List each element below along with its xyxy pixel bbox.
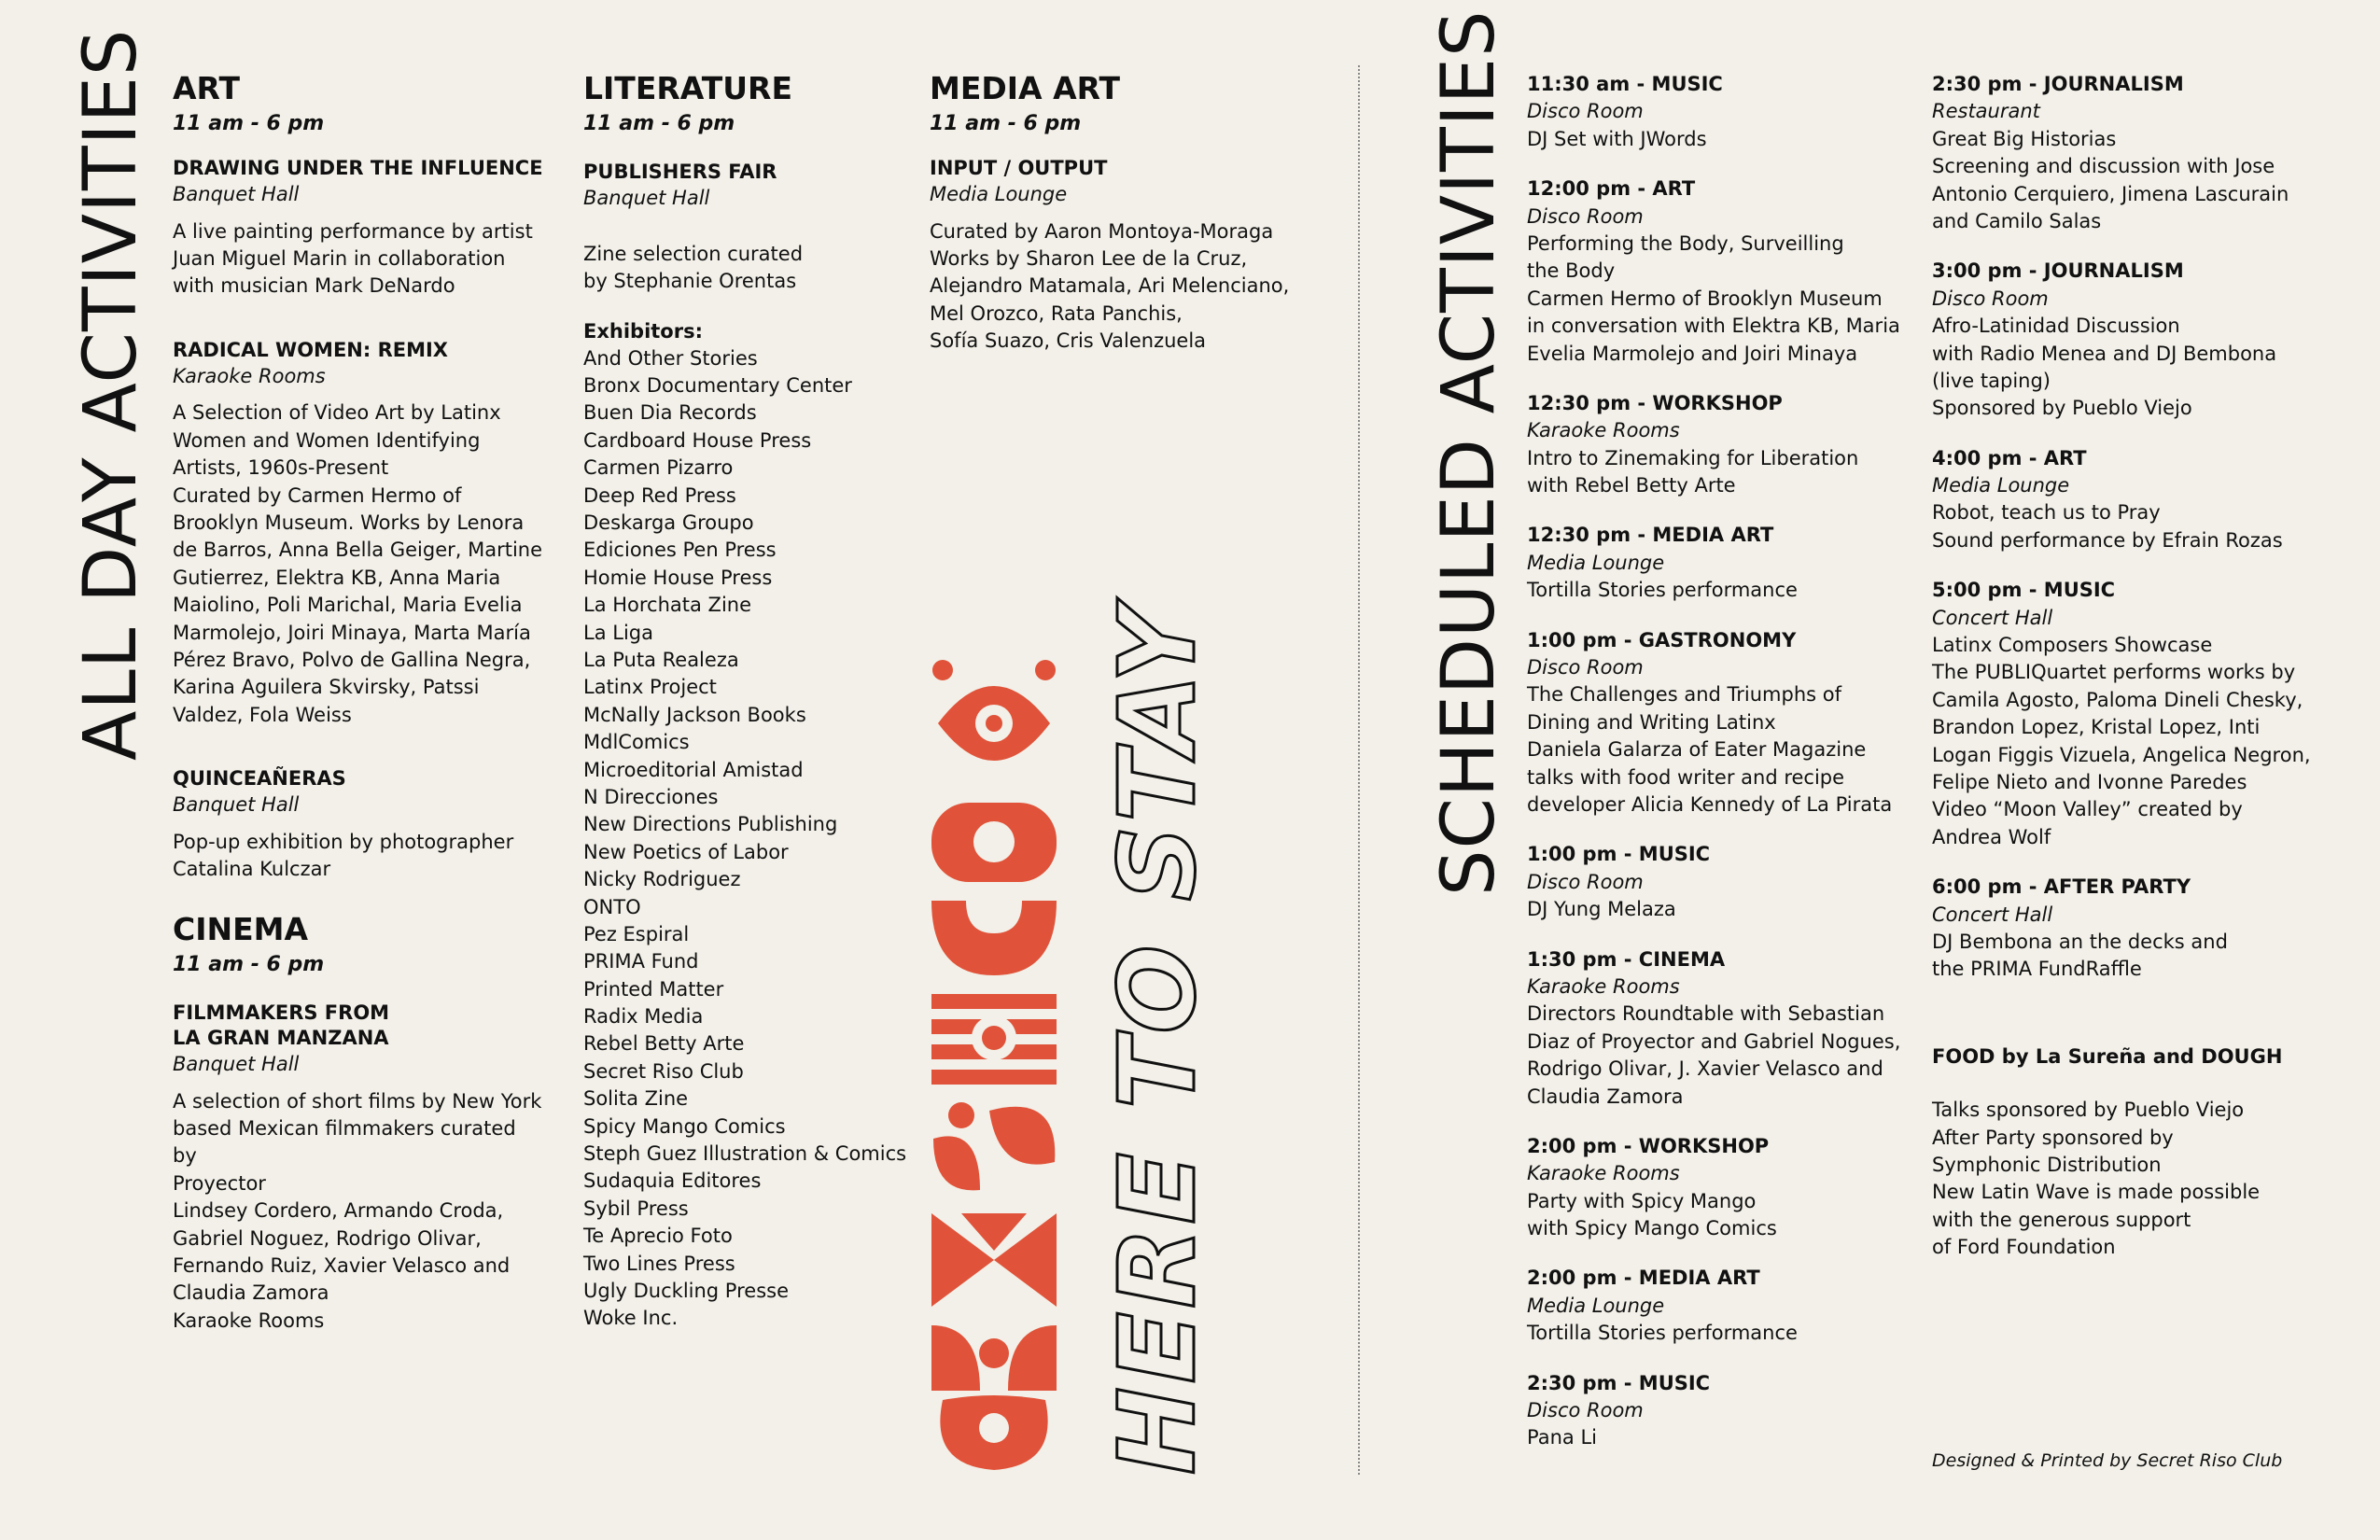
here-to-stay-tagline: HERE TO STAY <box>1098 603 1219 1475</box>
exhibitor-item: Cardboard House Press <box>583 428 812 452</box>
schedule-line: Diaz of Proyector and Gabriel Nogues, <box>1527 1029 1901 1053</box>
sponsor-line: Talks sponsored by Pueblo Viejo <box>1932 1099 2245 1122</box>
schedule-column-1 <box>1527 71 1910 1475</box>
event-line: with musician Mark DeNardo <box>173 274 455 298</box>
schedule-line: (live taping) <box>1932 369 2051 392</box>
schedule-line: Screening and discussion with Jose <box>1932 155 2275 178</box>
schedule-line: Dining and Writing Latinx <box>1527 710 1776 734</box>
input-output-venue: Media Lounge <box>930 183 1068 206</box>
exhibitor-item: Woke Inc. <box>583 1307 679 1330</box>
schedule-line: Evelia Marmolejo and Joiri Minaya <box>1527 342 1858 365</box>
schedule-item <box>1527 1133 1910 1243</box>
event-line: de Barros, Anna Bella Geiger, Martine <box>173 539 543 562</box>
schedule-venue: Karaoke Rooms <box>1527 1162 1680 1185</box>
media-art-line: Sofía Suazo, Cris Valenzuela <box>930 329 1207 353</box>
art-heading: ART <box>173 70 240 106</box>
exhibitor-item: Bronx Documentary Center <box>583 374 852 398</box>
schedule-line: Camila Agosto, Paloma Dineli Chesky, <box>1932 688 2303 711</box>
event-title: LA GRAN MANZANA <box>173 1026 389 1049</box>
schedule-item <box>1932 874 2333 984</box>
schedule-item <box>1527 1370 1910 1452</box>
exhibitor-item: Microeditorial Amistad <box>583 758 804 781</box>
exhibitor-item: New Directions Publishing <box>583 813 838 836</box>
schedule-line: talks with food writer and recipe <box>1527 765 1845 789</box>
event-title: DRAWING UNDER THE INFLUENCE <box>173 156 543 179</box>
schedule-item <box>1527 71 1910 153</box>
exhibitor-item: Nicky Rodriguez <box>583 868 741 891</box>
schedule-line: DJ Yung Melaza <box>1527 898 1676 921</box>
media-art-line: Works by Sharon Lee de la Cruz, <box>930 247 1248 271</box>
event-line: Women and Women Identifying <box>173 428 481 452</box>
cinema-heading: CINEMA <box>173 910 309 947</box>
event-line: A live painting performance by artist <box>173 219 533 243</box>
exhibitor-item: Sudaquia Editores <box>583 1169 762 1193</box>
exhibitor-item: Ediciones Pen Press <box>583 539 777 562</box>
schedule-venue: Karaoke Rooms <box>1527 974 1680 998</box>
literature-time: 11 am - 6 pm <box>583 111 735 135</box>
schedule-heading: 11:30 am - MUSIC <box>1527 73 1723 95</box>
literature-column <box>583 71 919 1333</box>
event-line: Lindsey Cordero, Armando Croda, <box>173 1199 504 1223</box>
event-description <box>173 1088 546 1336</box>
schedule-heading: 3:00 pm - JOURNALISM <box>1932 259 2184 283</box>
literature-heading: LITERATURE <box>583 70 793 106</box>
schedule-venue: Media Lounge <box>1527 1294 1665 1317</box>
event-venue: Banquet Hall <box>173 793 300 817</box>
media-art-line: Curated by Aaron Montoya-Moraga <box>930 219 1274 243</box>
schedule-line: Tortilla Stories performance <box>1527 1322 1798 1345</box>
exhibitor-item: Buen Dia Records <box>583 401 757 425</box>
schedule-line: DJ Set with JWords <box>1527 127 1707 150</box>
schedule-line: Great Big Historias <box>1932 127 2117 150</box>
schedule-column-2 <box>1932 71 2333 1261</box>
event-title: RADICAL WOMEN: REMIX <box>173 338 448 361</box>
schedule-line: Claudia Zamora <box>1527 1085 1684 1108</box>
schedule-item <box>1527 946 1910 1111</box>
all-day-activities-title: ALL DAY ACTIVITIES <box>69 28 153 761</box>
exhibitor-item: Radix Media <box>583 1005 704 1029</box>
schedule-item <box>1932 71 2333 235</box>
event-line: Artists, 1960s-Present <box>173 456 389 480</box>
schedule-heading: 12:30 pm - MEDIA ART <box>1527 524 1774 547</box>
cinema-time: 11 am - 6 pm <box>173 952 325 976</box>
schedule-heading: 2:30 pm - MUSIC <box>1527 1371 1711 1394</box>
event-line: Marmolejo, Joiri Minaya, Marta María <box>173 621 531 644</box>
schedule-heading: 5:00 pm - MUSIC <box>1932 579 2116 602</box>
exhibitor-item: Latinx Project <box>583 676 717 699</box>
schedule-heading: 6:00 pm - AFTER PARTY <box>1932 875 2191 899</box>
schedule-line: Carmen Hermo of Brooklyn Museum <box>1527 287 1883 310</box>
exhibitor-item: Solita Zine <box>583 1087 689 1111</box>
cinema-event <box>173 1001 546 1336</box>
exhibitor-item: La Horchata Zine <box>583 594 752 617</box>
schedule-line: Brandon Lopez, Kristal Lopez, Inti <box>1932 716 2261 739</box>
schedule-item <box>1527 841 1910 923</box>
exhibitor-item: Ugly Duckling Presse <box>583 1279 789 1302</box>
schedule-line: Felipe Nieto and Ivonne Paredes <box>1932 770 2247 793</box>
schedule-venue: Concert Hall <box>1932 903 2053 926</box>
event-venue: Banquet Hall <box>173 183 300 206</box>
schedule-venue: Media Lounge <box>1527 551 1665 574</box>
exhibitor-item: McNally Jackson Books <box>583 703 806 726</box>
schedule-line: Party with Spicy Mango <box>1527 1189 1757 1212</box>
event-description <box>173 218 546 301</box>
sponsor-line: After Party sponsored by <box>1932 1126 2174 1149</box>
schedule-line: The PUBLIQuartet performs works by <box>1932 661 2296 684</box>
schedule-line: Intro to Zinemaking for Liberation <box>1527 446 1859 469</box>
event-line: Gutierrez, Elektra KB, Anna Maria <box>173 566 501 589</box>
exhibitor-item: PRIMA Fund <box>583 950 699 973</box>
schedule-item <box>1527 522 1910 604</box>
art-time: 11 am - 6 pm <box>173 111 325 135</box>
schedule-venue: Concert Hall <box>1932 606 2053 629</box>
schedule-line: with Rebel Betty Arte <box>1527 474 1736 497</box>
exhibitor-item: La Liga <box>583 621 653 644</box>
schedule-heading: 2:00 pm - WORKSHOP <box>1527 1134 1770 1157</box>
schedule-line: Logan Figgis Vizuela, Angelica Negron, <box>1932 743 2311 766</box>
schedule-line: DJ Bembona an the decks and <box>1932 930 2228 953</box>
schedule-line: the Body <box>1527 259 1616 283</box>
schedule-line: The Challenges and Triumphs of <box>1527 683 1841 707</box>
schedule-item <box>1932 577 2333 851</box>
event-venue: Karaoke Rooms <box>173 365 326 388</box>
exhibitor-item: Te Aprecio Foto <box>583 1225 733 1248</box>
schedule-venue: Karaoke Rooms <box>1527 419 1680 442</box>
schedule-venue: Disco Room <box>1527 204 1644 228</box>
event-line: A selection of short films by New York <box>173 1089 542 1113</box>
event-line: Pop-up exhibition by photographer <box>173 830 514 853</box>
event-line: Juan Miguel Marin in collaboration <box>173 247 506 271</box>
publishers-fair-venue: Banquet Hall <box>583 187 710 210</box>
schedule-item <box>1527 1265 1910 1347</box>
exhibitor-item: Spicy Mango Comics <box>583 1114 786 1138</box>
exhibitor-item: Carmen Pizarro <box>583 456 734 480</box>
food-credit: FOOD by La Sureña and DOUGH <box>1932 1044 2283 1068</box>
schedule-venue: Restaurant <box>1932 100 2040 123</box>
event-line: A Selection of Video Art by Latinx <box>173 401 501 425</box>
schedule-venue: Disco Room <box>1527 656 1644 679</box>
art-event <box>173 156 546 301</box>
schedule-item <box>1932 445 2333 555</box>
art-event <box>173 338 546 729</box>
schedule-heading: 1:00 pm - MUSIC <box>1527 843 1711 866</box>
schedule-venue: Disco Room <box>1527 870 1644 893</box>
event-line: Pérez Bravo, Polvo de Gallina Negra, <box>173 649 531 671</box>
sponsor-line: with the generous support <box>1932 1208 2191 1231</box>
exhibitor-item: Sybil Press <box>583 1197 689 1220</box>
schedule-venue: Media Lounge <box>1932 474 2070 497</box>
printer-credit: Designed & Printed by Secret Riso Club <box>1932 1450 2283 1471</box>
event-line: Brooklyn Museum. Works by Lenora <box>173 511 525 535</box>
schedule-venue: Disco Room <box>1527 100 1644 123</box>
schedule-line: Performing the Body, Surveilling <box>1527 231 1844 255</box>
event-line: Claudia Zamora <box>173 1281 329 1305</box>
schedule-line: Robot, teach us to Pray <box>1932 501 2161 525</box>
schedule-line: Rodrigo Olivar, J. Xavier Velasco and <box>1527 1057 1883 1081</box>
schedule-line: Pana Li <box>1527 1426 1597 1449</box>
schedule-line: with Radio Menea and DJ Bembona <box>1932 342 2277 365</box>
exhibitor-item: Secret Riso Club <box>583 1059 744 1083</box>
schedule-line: in conversation with Elektra KB, Maria <box>1527 315 1900 338</box>
event-venue: Banquet Hall <box>173 1053 300 1076</box>
schedule-line: the PRIMA FundRaffle <box>1932 958 2142 981</box>
event-line: Proyector <box>173 1171 266 1195</box>
schedule-heading: 12:30 pm - WORKSHOP <box>1527 391 1783 414</box>
media-art-line: Alejandro Matamala, Ari Melenciano, <box>930 274 1290 298</box>
schedule-item <box>1527 175 1910 368</box>
schedule-line: Video “Moon Valley” created by <box>1932 798 2243 821</box>
exhibitor-item: Deep Red Press <box>583 483 736 507</box>
schedule-item <box>1527 627 1910 819</box>
media-art-heading: MEDIA ART <box>930 70 1121 106</box>
exhibitor-item: La Puta Realeza <box>583 649 739 671</box>
event-line: Catalina Kulczar <box>173 858 331 881</box>
schedule-line: Daniela Galarza of Eater Magazine <box>1527 738 1867 762</box>
media-art-column <box>930 71 1303 356</box>
schedule-heading: 12:00 pm - ART <box>1527 177 1696 201</box>
exhibitors-label: Exhibitors: <box>583 320 703 343</box>
exhibitor-item: Printed Matter <box>583 977 724 1001</box>
schedule-heading: 2:30 pm - JOURNALISM <box>1932 73 2184 95</box>
sponsor-line: of Ford Foundation <box>1932 1236 2116 1259</box>
schedule-item <box>1527 390 1910 500</box>
exhibitor-item: Rebel Betty Arte <box>583 1032 745 1056</box>
schedule-line: with Spicy Mango Comics <box>1527 1217 1777 1240</box>
schedule-heading: 2:00 pm - MEDIA ART <box>1527 1267 1760 1290</box>
exhibitor-item: MdlComics <box>583 731 690 754</box>
schedule-venue: Disco Room <box>1527 1399 1644 1422</box>
exhibitor-item: Homie House Press <box>583 566 773 589</box>
exhibitor-item: Deskarga Groupo <box>583 511 754 535</box>
event-line: Curated by Carmen Hermo of <box>173 483 462 507</box>
art-event <box>173 766 546 883</box>
publishers-fair-title: PUBLISHERS FAIR <box>583 160 777 183</box>
event-line: Karina Aguilera Skvirsky, Patssi <box>173 676 480 699</box>
exhibitor-item: New Poetics of Labor <box>583 840 789 863</box>
event-line: Fernando Ruiz, Xavier Velasco and <box>173 1253 511 1277</box>
event-title: FILMMAKERS FROM <box>173 1001 390 1024</box>
art-column <box>173 71 546 1335</box>
schedule-line: Afro-Latinidad Discussion <box>1932 315 2180 338</box>
event-line: Karaoke Rooms <box>173 1309 325 1332</box>
exhibitor-item: N Direcciones <box>583 785 719 808</box>
schedule-line: Antonio Cerquiero, Jimena Lascurain <box>1932 182 2289 205</box>
exhibitor-item: Steph Guez Illustration & Comics <box>583 1142 907 1166</box>
column-divider <box>1358 65 1360 1475</box>
schedule-line: Sponsored by Pueblo Viejo <box>1932 397 2192 420</box>
schedule-line: Tortilla Stories performance <box>1527 579 1798 602</box>
schedule-heading: 4:00 pm - ART <box>1932 446 2087 469</box>
sponsor-line: New Latin Wave is made possible <box>1932 1181 2261 1204</box>
event-line: Gabriel Noguez, Rodrigo Olivar, <box>173 1226 482 1250</box>
media-art-time: 11 am - 6 pm <box>930 111 1082 135</box>
schedule-item <box>1932 258 2333 422</box>
schedule-heading: 1:00 pm - GASTRONOMY <box>1527 628 1797 651</box>
exhibitor-item: Two Lines Press <box>583 1252 735 1275</box>
event-description <box>173 399 546 729</box>
schedule-line: and Camilo Salas <box>1932 209 2102 232</box>
input-output-title: INPUT / OUTPUT <box>930 156 1108 179</box>
schedule-line: Andrea Wolf <box>1932 825 2051 848</box>
event-title: QUINCEAÑERAS <box>173 767 346 791</box>
curated-line: Zine selection curated <box>583 242 804 265</box>
exhibitor-item: ONTO <box>583 895 641 918</box>
schedule-venue: Disco Room <box>1932 287 2049 310</box>
sponsor-line: Symphonic Distribution <box>1932 1153 2162 1176</box>
scheduled-activities-title: SCHEDULED ACTIVITIES <box>1427 9 1511 896</box>
schedule-heading: 1:30 pm - CINEMA <box>1527 947 1726 971</box>
schedule-line: Directors Roundtable with Sebastian <box>1527 1002 1885 1026</box>
exhibitor-item: Pez Espiral <box>583 922 690 945</box>
event-line: based Mexican filmmakers curated by <box>173 1116 516 1168</box>
schedule-line: developer Alicia Kennedy of La Pirata <box>1527 792 1893 816</box>
schedule-line: Sound performance by Efrain Rozas <box>1932 528 2283 552</box>
event-description <box>173 829 546 884</box>
media-art-line: Mel Orozco, Rata Panchis, <box>930 301 1183 325</box>
schedule-line: Latinx Composers Showcase <box>1932 634 2213 657</box>
curated-line: by Stephanie Orentas <box>583 270 797 293</box>
new-latin-wave-logo <box>924 653 1064 1475</box>
event-line: Valdez, Fola Weiss <box>173 703 352 726</box>
exhibitor-item: And Other Stories <box>583 346 758 370</box>
event-line: Maiolino, Poli Marichal, Maria Evelia <box>173 594 523 617</box>
